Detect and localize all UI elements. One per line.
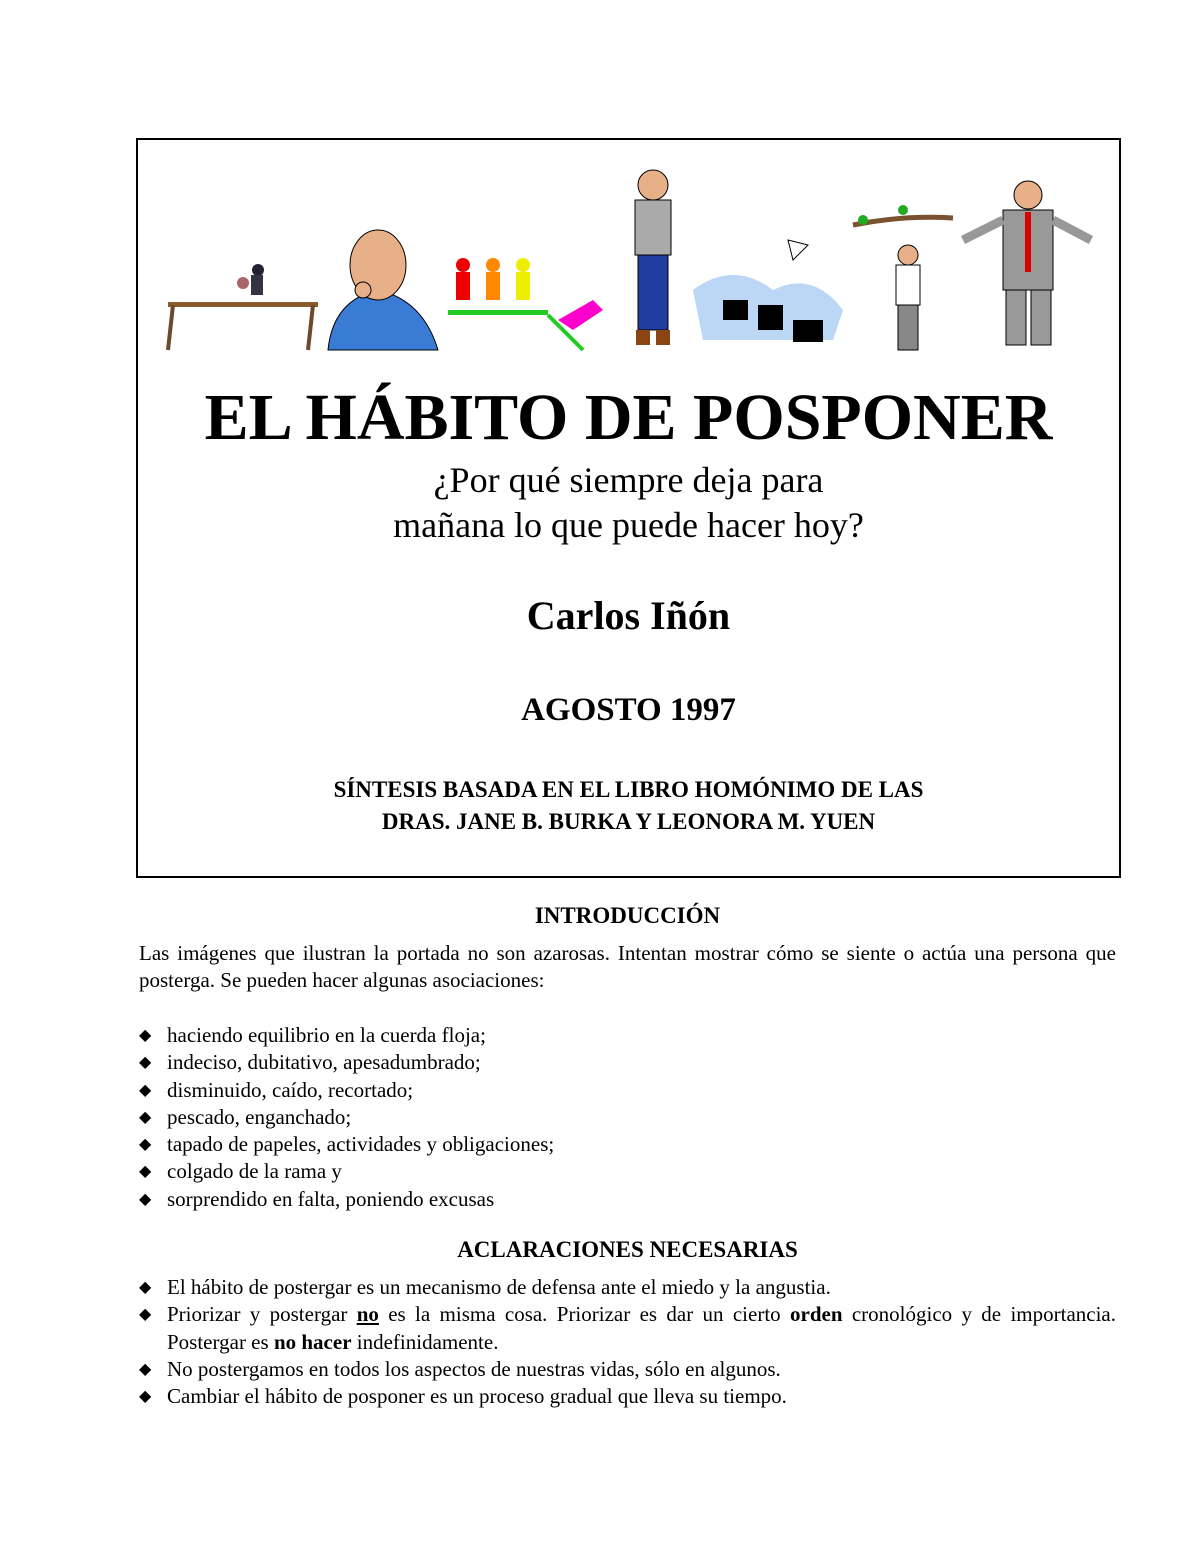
cover-clipart: [163, 160, 1093, 360]
hanging-from-branch-illustration: [853, 205, 953, 350]
list-item: [139, 1104, 1116, 1131]
intro-heading: INTRODUCCIÓN: [534, 903, 721, 928]
item-text: indeciso, dubitativo, apesadumbrado;: [167, 1050, 481, 1075]
author-name: Carlos Iñón: [526, 593, 731, 638]
diamond-bullet-icon: ◆: [139, 1108, 152, 1126]
item-text: disminuido, caído, recortado;: [167, 1077, 414, 1102]
list-item: [139, 1301, 1116, 1356]
item-text: Cambiar el hábito de posponer es un proceso gradual que lleva su tiempo.: [167, 1384, 787, 1409]
list-item: [139, 1186, 1116, 1213]
document-title: EL HÁBITO DE POSPONER: [204, 381, 1053, 454]
item-text: tapado de papeles, actividades y obligaciones;: [167, 1132, 555, 1157]
item-text: haciendo equilibrio en la cuerda floja;: [167, 1023, 486, 1047]
item-text: sorprendido en falta, poniendo excusas: [167, 1186, 495, 1211]
synthesis-line: DRAS. JANE B. BURKA Y LEONORA M. YUEN: [381, 809, 876, 834]
list-item: [139, 1049, 1116, 1076]
hooked-man-illustration: [635, 170, 671, 345]
diamond-bullet-icon: ◆: [139, 1306, 152, 1324]
list-item: [139, 1356, 1116, 1383]
document-subtitle: [138, 458, 1119, 548]
item-text: colgado de la rama y: [167, 1159, 342, 1184]
list-item: [139, 1158, 1116, 1185]
thinking-man-illustration: [328, 230, 438, 350]
diamond-bullet-icon: ◆: [139, 1027, 152, 1044]
synthesis-note: [138, 774, 1119, 838]
publication-date: AGOSTO 1997: [521, 692, 736, 728]
subtitle-line: mañana lo que puede hacer hoy?: [393, 505, 864, 545]
item-text: El hábito de postergar es un mecanismo de defensa ante el miedo y la angustia.: [167, 1275, 831, 1299]
cover-box: [136, 138, 1121, 878]
list-item: [139, 1077, 1116, 1104]
intro-list: [139, 1022, 1116, 1213]
excuse-man-illustration: [963, 181, 1091, 345]
diamond-bullet-icon: ◆: [139, 1081, 152, 1099]
item-text: Priorizar y postergar no es la misma cosa. Priorizar es dar un cierto orden cronológico y de importancia. Postergar es no hacer indefinidamente.: [167, 1302, 1116, 1354]
intro-paragraph: Las imágenes que ilustran la portada no son azarosas. Intentan mostrar cómo se siente o actúa una persona que posterga. Se pueden hacer algunas asociaciones:: [139, 941, 1116, 992]
list-item: [139, 1383, 1116, 1410]
diamond-bullet-icon: ◆: [139, 1190, 152, 1208]
list-item: [139, 1022, 1116, 1049]
list-item: [139, 1131, 1116, 1158]
item-text: pescado, enganchado;: [167, 1104, 352, 1129]
diamond-bullet-icon: ◆: [139, 1388, 152, 1406]
diamond-bullet-icon: ◆: [139, 1163, 152, 1181]
diamond-bullet-icon: ◆: [139, 1360, 152, 1378]
clarifications-heading: ACLARACIONES NECESARIAS: [457, 1237, 798, 1262]
paper-people-illustration: [448, 258, 603, 350]
synthesis-line: SÍNTESIS BASADA EN EL LIBRO HOMÓNIMO DE LAS: [333, 777, 924, 802]
buried-in-papers-illustration: [693, 240, 843, 342]
list-item: [139, 1274, 1116, 1301]
subtitle-line: ¿Por qué siempre deja para: [433, 460, 824, 500]
clarifications-list: [139, 1274, 1116, 1410]
diamond-bullet-icon: ◆: [139, 1279, 152, 1296]
diamond-bullet-icon: ◆: [139, 1054, 152, 1072]
diamond-bullet-icon: ◆: [139, 1136, 152, 1154]
item-text: No postergamos en todos los aspectos de nuestras vidas, sólo en algunos.: [167, 1356, 781, 1381]
tightrope-walker-illustration: [168, 264, 318, 350]
